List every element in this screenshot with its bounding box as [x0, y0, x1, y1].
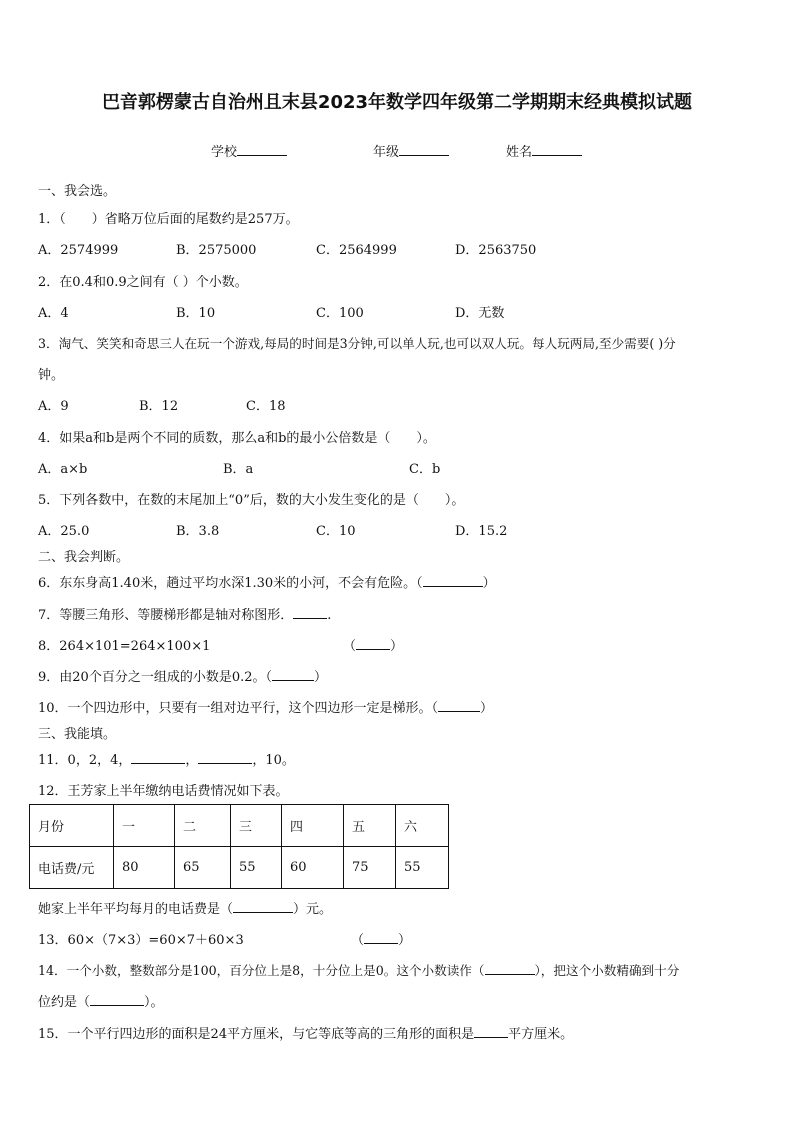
school-field [211, 141, 287, 160]
q9-answer-blank[interactable] [272, 668, 314, 681]
q9-text: 9．由20个百分之一组成的小数是0.2。（ [38, 670, 272, 685]
q13-answer-blank[interactable] [364, 931, 398, 944]
q14-answer-blank-2[interactable] [90, 993, 144, 1006]
question-6 [38, 572, 496, 591]
question-12: 12．王芳家上半年缴纳电话费情况如下表。 [38, 784, 289, 799]
question-10 [38, 697, 493, 716]
table-cell: 60 [282, 847, 344, 889]
q10-text: 10．一个四边形中，只要有一组对边平行，这个四边形一定是梯形。（ [38, 701, 439, 716]
q11-answer-blank-2[interactable] [198, 751, 252, 764]
question-11: 11．0，2，4， ， ，10。 [38, 753, 295, 768]
q14-text: 14．一个小数，整数部分是100，百分位上是8，十分位上是0。这个小数读作（ [38, 963, 485, 978]
table-cell: 二 [175, 805, 231, 847]
q2-option-b[interactable]: B．10 [176, 306, 216, 321]
q12-follow-end: ）元。 [293, 902, 333, 917]
table-cell: 五 [344, 805, 396, 847]
q14-mid: ），把这个小数精确到十分 [534, 963, 680, 978]
q8-answer: （ ） [343, 639, 404, 654]
table-row [30, 847, 449, 889]
q7-text: 7．等腰三角形、等腰梯形都是轴对称图形． [38, 608, 294, 623]
q5-option-b[interactable]: B．3.8 [176, 524, 220, 539]
q8-answer-blank[interactable] [356, 637, 390, 650]
q2-option-d[interactable]: D．无数 [455, 306, 505, 321]
table-cell: 65 [175, 847, 231, 889]
question-2: 2．在0.4和0.9之间有（ ）个小数。 [38, 275, 248, 290]
table-cell: 75 [344, 847, 396, 889]
q11-answer-blank-1[interactable] [131, 751, 185, 764]
q12-follow-text: 她家上半年平均每月的电话费是（ [38, 902, 234, 917]
table-cell: 月份 [30, 805, 114, 847]
q5-option-c[interactable]: C．10 [316, 524, 356, 539]
q7-answer-blank[interactable] [293, 606, 327, 619]
q8-text: 8．264×101=264×100×1 [38, 639, 211, 654]
question-3-cont: 钟。 [38, 368, 65, 383]
q2-option-a[interactable]: A．4 [38, 306, 69, 321]
school-blank[interactable] [237, 143, 287, 156]
q13-text: 13．60×（7×3）=60×7＋60×3 [38, 933, 244, 948]
grade-blank[interactable] [399, 143, 449, 156]
table-row [30, 805, 449, 847]
q7-end: . [327, 608, 332, 623]
question-14 [38, 960, 679, 979]
table-cell: 三 [231, 805, 282, 847]
q5-option-a[interactable]: A．25.0 [38, 524, 90, 539]
q1-option-c[interactable]: C．2564999 [316, 243, 397, 258]
q10-answer-blank[interactable] [438, 699, 480, 712]
q5-option-d[interactable]: D．15.2 [455, 524, 508, 539]
q6-answer-blank[interactable] [423, 574, 483, 587]
section-heading: 二、我会判断。 [38, 550, 130, 565]
section-heading: 一、我会选。 [38, 184, 117, 199]
q15-text: 15．一个平行四边形的面积是24平方厘米，与它等底等高的三角形的面积是 [38, 1027, 475, 1042]
table-cell: 六 [396, 805, 449, 847]
q13-answer: （ ） [351, 933, 412, 948]
q4-option-a[interactable]: A．a×b [38, 462, 88, 477]
phone-fee-table [29, 804, 449, 889]
question-5: 5．下列各数中，在数的末尾加上“0”后，数的大小发生变化的是（ ）。 [38, 493, 465, 508]
question-4: 4．如果a和b是两个不同的质数，那么a和b的最小公倍数是（ ）。 [38, 431, 436, 446]
q3-option-a[interactable]: A．9 [38, 399, 69, 414]
question-3: 3．淘气、笑笑和奇思三人在玩一个游戏,每局的时间是3分钟,可以单人玩,也可以双人玩。每人玩两局,至少需要( )分 [38, 336, 676, 351]
q6-close: ） [482, 576, 496, 591]
grade-label: 年级 [373, 145, 400, 160]
q3-option-c[interactable]: C．18 [246, 399, 286, 414]
question-7 [38, 604, 331, 623]
q10-close: ） [480, 701, 494, 716]
table-cell: 55 [396, 847, 449, 889]
q6-text: 6．东东身高1.40米，趟过平均水深1.30米的小河，不会有危险。（ [38, 576, 423, 591]
q1-option-a[interactable]: A．2574999 [38, 243, 119, 258]
q9-close: ） [314, 670, 328, 685]
table-cell: 一 [114, 805, 175, 847]
exam-title: 巴音郭楞蒙古自治州且末县2023年数学四年级第二学期期末经典模拟试题 [101, 92, 693, 113]
section-heading: 三、我能填。 [38, 727, 117, 742]
name-field [506, 141, 582, 160]
question-13 [38, 929, 244, 948]
table-cell: 四 [282, 805, 344, 847]
q4-option-c[interactable]: C．b [409, 462, 441, 477]
question-8 [38, 635, 210, 654]
q1-option-d[interactable]: D．2563750 [455, 243, 537, 258]
q11-text: 11．0，2，4， [38, 753, 132, 768]
table-cell: 80 [114, 847, 175, 889]
school-label: 学校 [211, 145, 238, 160]
name-label: 姓名 [506, 145, 533, 160]
q12-answer-blank[interactable] [233, 900, 293, 913]
q15-end: 平方厘米。 [508, 1027, 574, 1042]
table-cell: 55 [231, 847, 282, 889]
q2-option-c[interactable]: C．100 [316, 306, 364, 321]
q4-option-b[interactable]: B．a [223, 462, 254, 477]
question-15 [38, 1023, 573, 1042]
grade-field [373, 141, 449, 160]
q3-option-b[interactable]: B．12 [139, 399, 179, 414]
q1-option-b[interactable]: B．2575000 [176, 243, 257, 258]
question-14-cont: 位约是（ ）。 [38, 995, 164, 1010]
question-12-followup [38, 898, 332, 917]
q14-answer-blank-1[interactable] [485, 962, 535, 975]
table-cell: 电话费/元 [30, 847, 114, 889]
name-blank[interactable] [532, 143, 582, 156]
q15-answer-blank[interactable] [474, 1025, 508, 1038]
question-9 [38, 666, 327, 685]
question-1: 1．（ ）省略万位后面的尾数约是257万。 [38, 212, 299, 227]
